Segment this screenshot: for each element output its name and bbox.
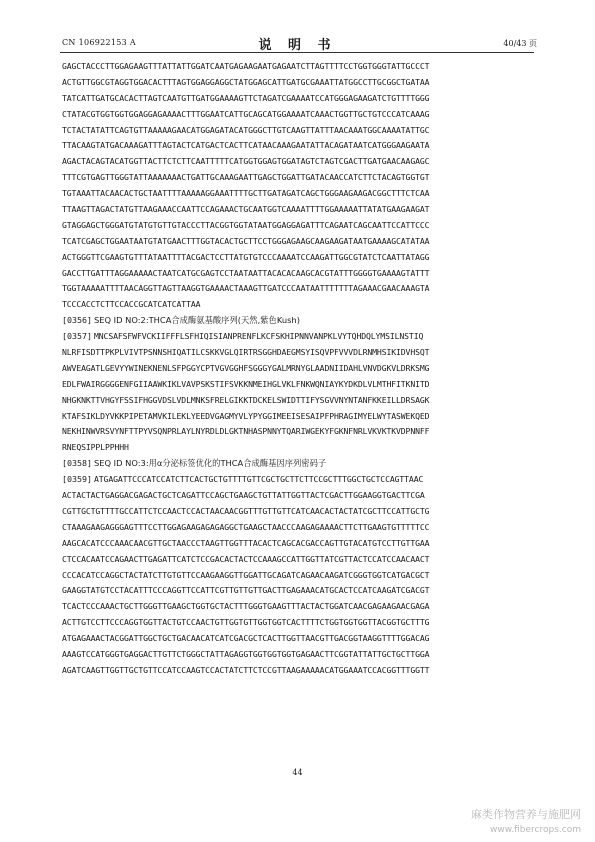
- sequence-line: RNEQSIPPLPPHHH: [62, 442, 129, 453]
- paragraph-0358: [62, 456, 534, 472]
- sequence-line: CTAAAGAAGAGGGAGTTTCCTTGGAGAAGAGAGAGGCTGAAGCTAACCCAAGAGAAAACTTCTTGAAGTGTTTTTCC: [62, 521, 430, 532]
- sequence-line: AGACTACAGTACATGGTTACTTCTCTTCAATTTTTCATGGTGGAGTGGATAGTCTAGTCGACTTGATGAACAAGAGC: [62, 156, 430, 167]
- sequence-line: CGTTGCTGTTTTGCCATTCTCCAACTCCACTAACAACGGTTTGTTGTTCATCAACACTACTATCGCTTCCATTGCTG: [62, 505, 430, 516]
- paragraph-0359: [62, 472, 534, 488]
- sequence-line: TCCCACCTCTTCCACCGCATCATCATTAA: [62, 299, 201, 310]
- paragraph-number: [0359]: [62, 474, 92, 485]
- header-title: 说 明 书: [258, 38, 337, 53]
- header-patent-number: CN 106922153 A: [62, 38, 136, 47]
- sequence-block-1: [62, 59, 534, 313]
- sequence-block-3: [62, 488, 534, 679]
- sequence-line: GAAGGTATGTCCTACATTTCCCAGGTTCCATTCGTTGTTGTTGACTTGAGAAACATGCACTCCATCAAGATCGACGT: [62, 585, 430, 596]
- sequence-line: TCTACTATATTCAGTGTTAAAAAGAACATGGAGATACATGGGCTTGTCAAGTTATTTAACAAATGGCAAAATATTGC: [62, 124, 430, 135]
- sequence-line: CTATACGTGGTGGTGGAGGAGAAAACTTTGGAATCATTGCAGCATGGAAAATCAAACTGGTTGCTGTCCCATCAAAG: [62, 108, 430, 119]
- sequence-line: TGTAAATTACAACACTGCTAATTTTAAAAAGGAAATTTTGCTTGATAGATCAGCTGGGAAGAAGACGGCTTTCTCAA: [62, 188, 430, 199]
- paragraph-number: [0357]: [62, 331, 92, 342]
- sequence-line: CCCACATCCAGGCTACTATCTTGTGTTCCAAGAAGGTTGGATTGCAGATCAGAACAAGATCGGGTGGTCATGACGCT: [62, 569, 430, 580]
- paragraph-text: SEQ ID NO:3:用α分泌标签优化的THCA合成酶基因序列密码子: [94, 458, 327, 469]
- sequence-line: NEKHINWVRSVYNFTTPYVSQNPRLAYLNYRDLDLGKTNHASPNNYTQARIWGEKYFGKNFNRLVKVKTKVDPNNFF: [62, 426, 430, 437]
- sequence-line: AGATCAAGTTGGTTGCTGTTCCATCCAAGTCCACTATCTTCTCCGTTAAGAAAAACATGGAAATCCACGGTTTGGTT: [62, 664, 430, 675]
- watermark-name: 麻类作物营养与施肥网: [471, 808, 581, 821]
- sequence-line: GTAGGAGCTGGGATGTATGTGTTGTACCCTTACGGTGGTATAATGGAGGAGATTTCAGAATCAGCAATTCCATTCCC: [62, 219, 430, 230]
- sequence-line: MNCSAFSFWFVCKIIFFFLSFHIQISIANPRENFLKCFSKHIPNNVANPKLVYTQHDQLYMSILNSTIQ: [94, 331, 424, 342]
- watermark-url: www.fibercrops.com: [490, 825, 581, 835]
- sequence-line: KTAFSIKLDYVKKPIPETAMVKILEKLYEEDVGAGMYVLYPYGGIMEEISESAIPFPHRAGIMYELWYTASWEKQED: [62, 410, 430, 421]
- paragraph-0356: [62, 313, 534, 329]
- paragraph-0357: [62, 329, 534, 345]
- paragraph-number: [0358]: [62, 458, 92, 469]
- paragraph-text: SEQ ID NO:2:THCA合成酶氨基酸序列(天然,紫色Kush): [94, 315, 300, 326]
- sequence-line: NLRFISDTTPKPLVIVTPSNNSHIQATILCSKKVGLQIRTRSGGHDAEGMSYISQVPFVVVDLRNMHSIKIDVHSQT: [62, 347, 430, 358]
- sequence-line: AWVEAGATLGEVYYWINEKNENLSFPGGYCPTVGVGGHFSGGGYGALMRNYGLAADNIIDAHLVNVDGKVLDRKSMG: [62, 362, 430, 373]
- sequence-line: GAGCTACCCTTGGAGAAGTTTATTATTGGATCAATGAGAAGAATGAGAATCTTAGTTTTCCTGGTGGGTATTGCCCT: [62, 61, 430, 71]
- sequence-line: ACTACTACTGAGGACGAGACTGCTCAGATTCCAGCTGAAGCTGTTATTGGTTACTCGACTTGGAAGGTGACTTCGA: [62, 490, 425, 501]
- sequence-line: TCACTCCCAAACTGCTTGGGTTGAAGCTGGTGCTACTTTGGGTGAAGTTTACTACTGGATCAACGAGAAGAACGAGA: [62, 601, 430, 612]
- sequence-line: ATGAGAAACTACGGATTGGCTGCTGACAACATCATCGACGCTCACTTGGTTAACGTTGACGGTAAGGTTTTGGACAG: [62, 633, 430, 644]
- sequence-line: AAAGTCCATGGGTGAGGACTTGTTCTGGGCTATTAGAGGTGGTGGTGGTGAGAACTTCGGTATTATTGCTGCTTGGA: [62, 648, 430, 659]
- sequence-line: ACTGGGTTCGAAGTGTTTATAATTTTACGACTCCTTATGTGTCCCAAAATCCAAGATTGGCGTATCTCAATTATAGG: [62, 251, 430, 262]
- header-rule: [60, 52, 534, 53]
- document-body: [62, 59, 534, 679]
- sequence-line: GACCTTGATTTAGGAAAAACTAATCATGCGAGTCCTAATAATTACACACAAGCACGTATTTGGGGTGAAAAGTATTT: [62, 267, 430, 278]
- paragraph-number: [0356]: [62, 315, 92, 326]
- sequence-line: TCATCGAGCTGGAATAATGTATGAACTTTGGTACACTGCTTCCTGGGAGAAGCAAGAAGATAATGAAAAGCATATAA: [62, 235, 430, 246]
- watermark: [471, 806, 581, 835]
- sequence-line: ACTGTTGGCGTAGGTGGACACTTTAGTGGAGGAGGCTATGGAGCATTGATGCGAAATTATGGCCTTGCGGCTGATAA: [62, 76, 430, 87]
- sequence-line: ACTTGTCCTTCCCAGGTGGTTACTGTCCAACTGTTGGTGTTGGTGGTCACTTTTCTGGTGGTGGTTACGGTGCTTTG: [62, 617, 430, 628]
- sequence-line: EDLFWAIRGGGGENFGIIAAWKIKLVAVPSKSTIFSVKKNMEIHGLVKLFNKWQNIAYKYDKDLVLMTHFITKNITD: [62, 378, 430, 389]
- sequence-line: TTAAGTTAGACTATGTTAAGAAACCAATTCCAGAAACTGCAATGGTCAAAATTTTGGAAAAATTATATGAAGAAGAT: [62, 204, 430, 215]
- sequence-line: TTTCGTGAGTTGGGTATTAAAAAAACTGATTGCAAAGAATTGAGCTGGATTGATACAACCATCTTCTACAGTGGTGT: [62, 172, 430, 183]
- sequence-line: ATGAGATTCCCATCCATCTTCACTGCTGTTTTGTTCGCTGCTTCTTCCGCTTTGGCTGCTCCAGTTAAC: [94, 474, 424, 485]
- sequence-line: NHGKNKTTVHGYFSSIFHGGVDSLVDLMNKSFRELGIKKTDCKELSWIDTTIFYSGVVNYNTANFKKEILLDRSAGK: [62, 394, 430, 405]
- page-number: 44: [292, 768, 303, 777]
- sequence-line: TGGTAAAAATTTTAACAGGTTAGTTAAGGTGAAAACTAAAGTTGATCCCAATAATTTTTTTAGAAACGAACAAAGTA: [62, 283, 430, 294]
- sequence-line: CTCCACAATCCAGAACTTGAGATTCATCTCCGACACTACTCCAAAGCCATTGGTTATCGTTACTCCATCCAACAACT: [62, 553, 430, 564]
- header-page-indicator: 40/43 页: [503, 39, 537, 48]
- sequence-line: AAGCACATCCCAAACAACGTTGCTAACCCTAAGTTGGTTTACACTCAGCACGACCAGTTGTACATGTCCTTGTTGAA: [62, 537, 430, 548]
- sequence-line: TATCATTGATGCACACTTAGTCAATGTTGATGGAAAAGTTCTAGATCGAAAATCCATGGGAGAAGATCTGTTTTGGG: [62, 92, 430, 103]
- sequence-block-2: [62, 345, 534, 456]
- sequence-line: TTACAAGTATGACAAAGATTTAGTACTCATGACTCACTTCATAACAAAGAATATTACAGATAATCATGGGAAGAATA: [62, 140, 430, 151]
